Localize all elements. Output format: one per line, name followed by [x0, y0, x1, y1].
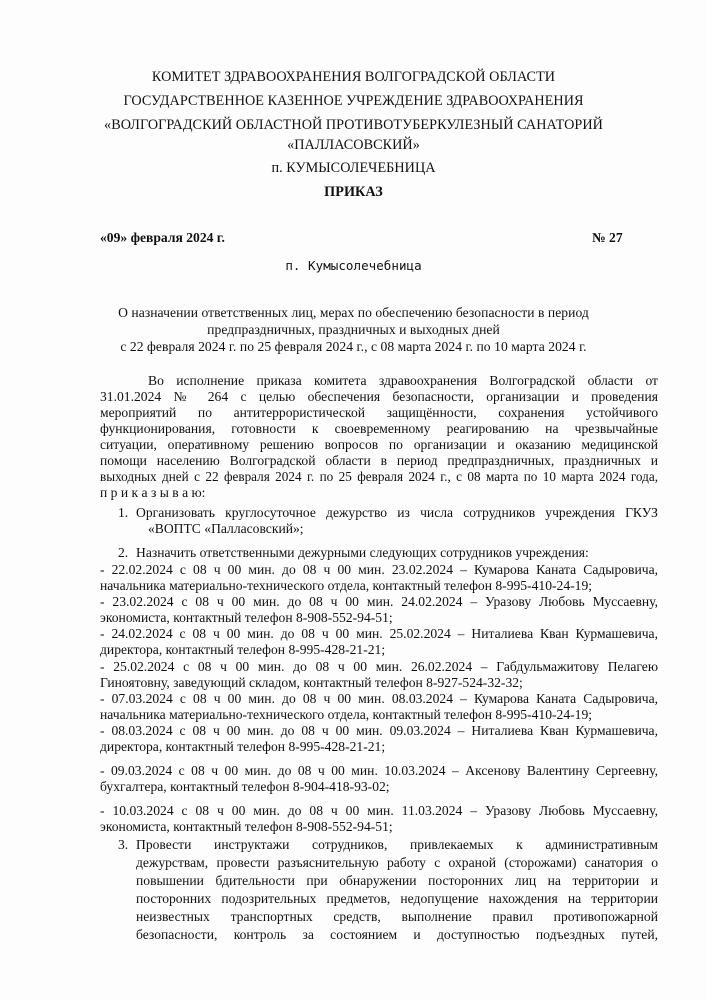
duty-entry-cont: экономиста, контактный телефон 8-908-552-94-51; [100, 610, 393, 625]
duty-entry: - 24.02.2024 с 08 ч 00 мин. до 08 ч 00 мин. 25.02.2024 – Ниталиева Кван Курмашевича, [100, 626, 658, 641]
header-line-committee: КОМИТЕТ ЗДРАВООХРАНЕНИЯ ВОЛГОГРАДСКОЙ ОБЛАСТИ [151, 69, 556, 85]
item-3-text-cont: безопасности, контроль за состоянием и доступностью подъездных путей, [136, 927, 658, 942]
preamble-line: Во исполнение приказа комитета здравоохранения Волгоградской области от [148, 373, 658, 388]
duty-entry: - 09.03.2024 с 08 ч 00 мин. до 08 ч 00 мин. 10.03.2024 – Аксенову Валентину Сергеевну, [100, 763, 658, 778]
duty-entry: - 23.02.2024 с 08 ч 00 мин. до 08 ч 00 мин. 24.02.2024 – Уразову Любовь Муссаевну, [100, 594, 658, 609]
header-line-institution-name-2: «ПАЛЛАСОВСКИЙ» [287, 137, 420, 153]
order-place: п. Кумысолечебница [285, 258, 422, 273]
duty-entry-cont: Гиноятовну, заведующий складом, контактный телефон 8-927-524-32-32; [100, 675, 523, 690]
item-number: 1. [118, 505, 129, 520]
order-verb: п р и к а з ы в а ю: [100, 485, 206, 500]
header-line-settlement: п. КУМЫСОЛЕЧЕБНИЦА [271, 160, 436, 176]
duty-entry-cont: экономиста, контактный телефон 8-908-552-94-51; [100, 819, 393, 834]
duty-entry: - 08.03.2024 с 08 ч 00 мин. до 08 ч 00 мин. 09.03.2024 – Ниталиева Кван Курмашевича, [100, 723, 658, 738]
item-number: 3. [118, 837, 129, 852]
duty-entry-cont: бухгалтера, контактный телефон 8-904-418-93-02; [100, 779, 390, 794]
preamble-line: 31.01.2024 № 264 с целью обеспечения безопасности, организации и проведения [100, 389, 658, 404]
document-type-title: ПРИКАЗ [324, 184, 383, 200]
preamble-line: мероприятий по антитеррористической защищённости, сохранения устойчивого [100, 405, 658, 420]
item-1-text: Организовать круглосуточное дежурство из числа сотрудников учреждения ГКУЗ [136, 505, 658, 520]
duty-entry-cont: директора, контактный телефон 8-995-428-21-21; [100, 642, 386, 657]
duty-entry: - 25.02.2024 с 08 ч 00 мин. до 08 ч 00 мин. 26.02.2024 – Габдульмажитову Пелагею [100, 659, 658, 674]
duty-entry-cont: директора, контактный телефон 8-995-428-21-21; [100, 739, 386, 754]
item-3-text-cont: дежурствам, провести разъяснительную работу с охраной (сторожами) санатория о [136, 855, 658, 870]
duty-entry: - 10.03.2024 с 08 ч 00 мин. до 08 ч 00 мин. 11.03.2024 – Уразову Любовь Муссаевну, [100, 803, 658, 818]
duty-entry: - 07.03.2024 с 08 ч 00 мин. до 08 ч 00 мин. 08.03.2024 – Кумарова Каната Садыровича, [100, 691, 658, 706]
header-line-institution-name: «ВОЛГОГРАДСКИЙ ОБЛАСТНОЙ ПРОТИВОТУБЕРКУЛЕЗНЫЙ САНАТОРИЙ [104, 117, 603, 133]
preamble-line: помощи населению Волгоградской области в период предпраздничных, праздничных и [100, 453, 658, 468]
item-3-text-cont: неизвестных транспортных средств, выполнение правил противопожарной [136, 909, 658, 924]
item-3-text: Провести инструктажи сотрудников, привлекаемых к административным [136, 837, 658, 852]
preamble-line: функционирования, готовности к своевременному реагированию на чрезвычайные [100, 421, 658, 436]
order-date: «09» февраля 2024 г. [100, 230, 225, 245]
order-number: № 27 [592, 230, 623, 245]
item-3-text-cont: посторонних подозрительных предметов, недопущение нахождения на территории [136, 891, 658, 906]
header-line-institution-type: ГОСУДАРСТВЕННОЕ КАЗЕННОЕ УЧРЕЖДЕНИЕ ЗДРАВООХРАНЕНИЯ [123, 93, 584, 109]
duty-entry-cont: начальника материально-технического отдела, контактный телефон 8-995-410-24-19; [100, 578, 593, 593]
item-2-text: Назначить ответственными дежурными следующих сотрудников учреждения: [136, 545, 589, 560]
duty-entry-cont: начальника материально-технического отдела, контактный телефон 8-995-410-24-19; [100, 707, 593, 722]
item-3-text-cont: повышении бдительности при обнаружении посторонних лиц на территории и [136, 873, 658, 888]
preamble-line: выходных дней с 22 февраля 2024 г. по 25 февраля 2024 г., с 08 марта по 10 марта 2024 года, [100, 469, 658, 484]
subject-line-2: предпраздничных, праздничных и выходных дней [207, 322, 500, 337]
item-number: 2. [118, 545, 129, 560]
subject-line-3: с 22 февраля 2024 г. по 25 февраля 2024 г., с 08 марта 2024 г. по 10 марта 2024 г. [120, 339, 587, 354]
preamble-line: ситуации, оперативному решению вопросов по организации и оказанию медицинской [100, 437, 658, 452]
subject-line-1: О назначении ответственных лиц, мерах по обеспечению безопасности в период [118, 305, 589, 320]
item-1-text-cont: «ВОПТС «Палласовский»; [148, 521, 304, 536]
duty-entry: - 22.02.2024 с 08 ч 00 мин. до 08 ч 00 мин. 23.02.2024 – Кумарова Каната Садыровича, [100, 562, 658, 577]
